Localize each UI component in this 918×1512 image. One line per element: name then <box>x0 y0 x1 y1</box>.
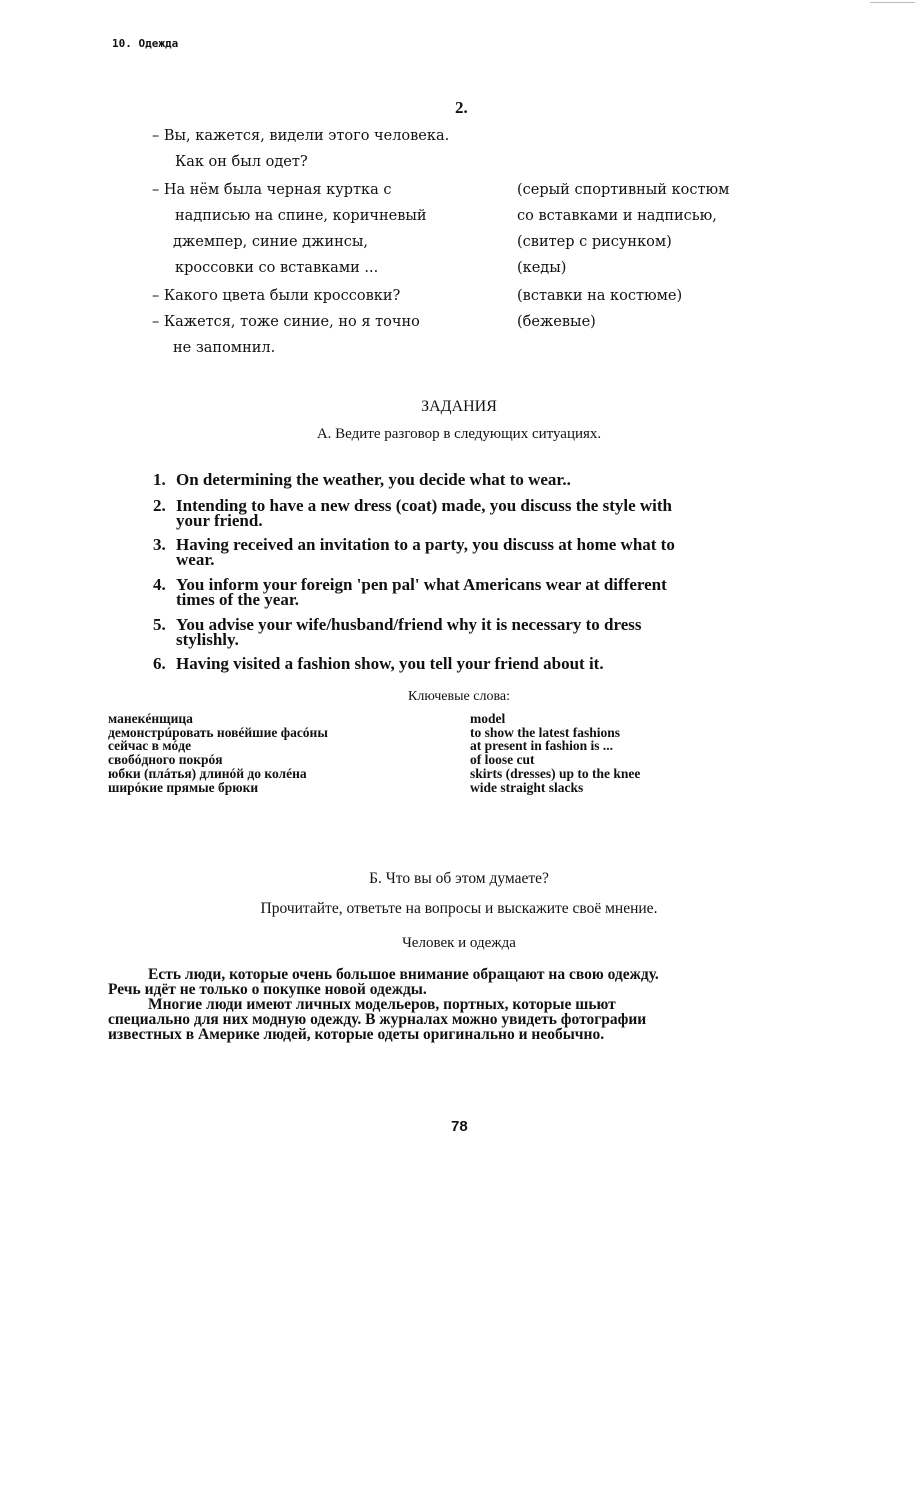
tasks-title: ЗАДАНИЯ <box>421 398 497 415</box>
dialogue-number: 2. <box>455 98 468 117</box>
scan-mark <box>870 2 915 3</box>
task-item <box>153 656 604 671</box>
task-number: 6. <box>153 654 166 673</box>
task-text: Having visited a fashion show, you tell your friend about it. <box>176 654 604 673</box>
dialogue-line: надписью на спине, коричневый <box>175 208 427 224</box>
task-text: Having received an invitation to a party, you discuss at home what to <box>176 535 675 554</box>
dialogue-variant: (серый спортивный костюм <box>517 182 730 198</box>
task-text: You advise your wife/husband/friend why it is necessary to dress <box>176 615 642 634</box>
dialogue-variant: со вставками и надписью, <box>517 208 717 224</box>
dialogue-variant: (бежевые) <box>517 314 596 330</box>
keyword-ru: манекéнщица <box>108 711 193 726</box>
text-line: Многие люди имеют личных модельеров, портных, которые шьют <box>148 996 616 1013</box>
task-item <box>153 472 571 487</box>
keyword-ru: юбки (плáтья) длинóй до колéна <box>108 765 307 781</box>
task-number: 1. <box>153 470 166 489</box>
page-number: 78 <box>451 1118 468 1135</box>
keyword-en: model <box>470 711 506 726</box>
task-text: stylishly. <box>176 630 239 649</box>
keyword-en: skirts (dresses) up to the knee <box>470 765 641 781</box>
keyword-en: to show the latest fashions <box>470 724 621 740</box>
text-line: специально для них модную одежду. В журналах можно увидеть фотографии <box>108 1011 647 1028</box>
task-text: times of the year. <box>176 590 300 609</box>
text-line: известных в Америке людей, которые одеты оригинально и необычно. <box>108 1026 605 1043</box>
task-number: 3. <box>153 535 166 554</box>
keywords-russian <box>108 712 328 794</box>
task-item <box>153 617 642 647</box>
dialogue-line: Как он был одет? <box>175 154 308 170</box>
keyword-ru: демонстрúровать новéйшие фасóны <box>108 724 328 740</box>
task-text: Intending to have a new dress (coat) made, you discuss the style with <box>176 496 673 515</box>
dialogue-line: джемпер, синие джинсы, <box>173 234 369 250</box>
section-b-title: Б. Что вы об этом думаете? <box>369 870 549 887</box>
task-item <box>153 537 675 567</box>
tasks-subtitle: А. Ведите разговор в следующих ситуациях. <box>316 426 602 442</box>
task-item <box>153 577 667 607</box>
dialogue-line: – На нём была черная куртка с <box>152 182 392 198</box>
dialogue-variant: (вставки на костюме) <box>517 288 683 304</box>
chapter-header: 10. Одежда <box>112 37 179 50</box>
keyword-ru: свобóдного покрóя <box>108 752 223 768</box>
dialogue-variant: (кеды) <box>517 260 567 276</box>
task-number: 4. <box>153 575 166 594</box>
task-number: 2. <box>153 496 166 515</box>
task-text: your friend. <box>176 511 263 530</box>
dialogue-line: – Какого цвета были кроссовки? <box>152 288 401 304</box>
keyword-ru: сейчас в мóде <box>108 738 192 754</box>
keywords-english <box>470 712 640 794</box>
section-b-instruction: Прочитайте, ответьте на вопросы и выскажите своё мнение. <box>260 900 658 917</box>
text-line: Речь идёт не только о покупке новой одежды. <box>108 981 427 998</box>
keywords-title: Ключевые слова: <box>408 689 510 704</box>
text-line: Есть люди, которые очень большое внимание обращают на свою одежду. <box>148 966 659 983</box>
dialogue-line: кроссовки со вставками ... <box>175 260 379 276</box>
dialogue-line: не запомнил. <box>173 340 276 356</box>
text-title: Человек и одежда <box>402 935 516 951</box>
dialogue-variant: (свитер с рисунком) <box>517 234 672 250</box>
dialogue-line: – Вы, кажется, видели этого человека. <box>152 128 450 144</box>
keyword-en: of loose cut <box>470 752 535 768</box>
task-text: You inform your foreign 'pen pal' what Americans wear at different <box>176 575 667 594</box>
dialogue-line: – Кажется, тоже синие, но я точно <box>152 314 420 330</box>
keyword-en: at present in fashion is ... <box>470 738 614 754</box>
keyword-ru: ширóкие прямые брюки <box>108 779 259 795</box>
task-number: 5. <box>153 615 166 634</box>
keyword-en: wide straight slacks <box>470 779 584 795</box>
text-body <box>108 967 808 1042</box>
task-item <box>153 498 672 528</box>
task-text: On determining the weather, you decide what to wear.. <box>176 470 571 489</box>
task-text: wear. <box>176 550 215 569</box>
